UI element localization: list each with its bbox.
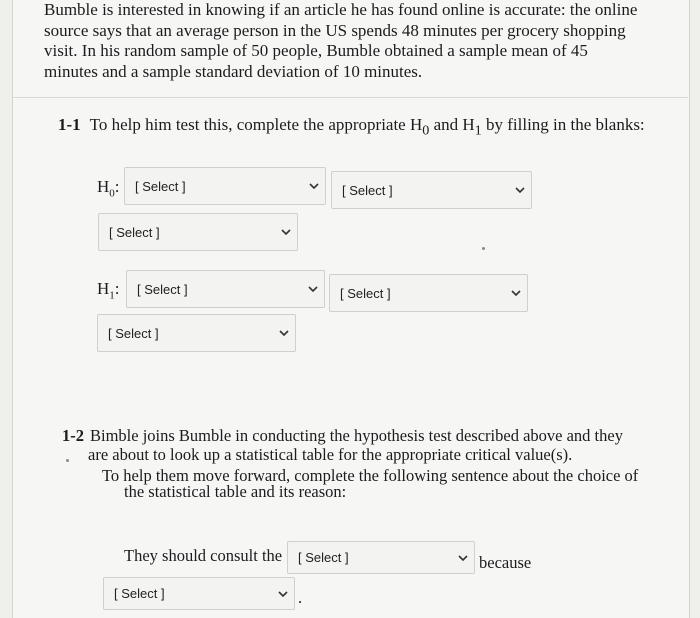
sentence-because: because [479,553,532,572]
question-number: 1-1 [58,115,81,134]
select-value: [ Select ] [298,550,349,565]
table-select[interactable] [287,541,475,574]
h1-select-3[interactable] [97,314,296,352]
intro-line: minutes and a sample standard deviation of 10 minutes. [44,61,423,81]
h0-select-3[interactable] [98,213,298,251]
sentence-period: . [298,588,303,607]
reason-select[interactable] [103,577,295,610]
h1-select-1[interactable] [126,270,325,308]
question-1-2-line: To help them move forward, complete the following sentence about the choice of [102,466,639,485]
h-colon: : [114,177,120,196]
question-number: 1-2 [62,426,84,445]
h0-select-2[interactable] [331,171,532,209]
sentence-start: They should consult the [124,546,283,565]
decorative-dot [482,247,485,250]
h0-label [97,177,120,199]
select-value: [ Select ] [340,285,391,301]
chevron-down-icon [509,187,531,193]
prompt-text: by filling in the blanks: [481,115,645,134]
h1-select-2[interactable] [329,274,528,312]
prompt-text: and H [429,115,475,134]
subscript: 0 [422,122,430,139]
h-letter: H [97,279,110,298]
prompt-text: To help him test this, complete the appropriate H [89,115,423,134]
intro-line: source says that an average person in the US spends 48 minutes per grocery shopping [44,20,626,40]
question-1-2-line: the statistical table and its reason: [124,482,347,501]
chevron-down-icon [452,555,474,561]
decorative-dot [66,459,69,462]
chevron-down-icon [273,330,295,336]
intro-line: Bumble is interested in knowing if an article he has found online is accurate: the online [44,0,638,19]
select-value: [ Select ] [342,182,393,198]
chevron-down-icon [275,229,297,235]
question-1-2-line [62,426,623,446]
h1-label [97,279,120,301]
h-colon: : [114,279,120,298]
select-value: [ Select ] [135,178,186,194]
select-value: [ Select ] [109,224,160,240]
select-value: [ Select ] [137,281,188,297]
question-1-1-prompt [58,115,645,139]
question-text: Bimble joins Bumble in conducting the hypothesis test described above and they [90,426,623,445]
subscript: 1 [474,122,482,139]
h0-select-1[interactable] [124,167,326,205]
problem-intro [44,0,664,82]
section-divider [12,97,688,98]
chevron-down-icon [505,290,527,296]
select-value: [ Select ] [108,325,159,341]
chevron-down-icon [303,183,325,189]
h-subscript: 1 [109,289,115,302]
h-subscript: 0 [109,187,115,200]
select-value: [ Select ] [114,586,165,601]
intro-line: visit. In his random sample of 50 people, Bumble obtained a sample mean of 45 [44,41,588,60]
h-letter: H [97,177,110,196]
chevron-down-icon [272,591,294,597]
question-1-2-line: are about to look up a statistical table for the appropriate critical value(s). [88,445,573,464]
chevron-down-icon [302,286,324,292]
